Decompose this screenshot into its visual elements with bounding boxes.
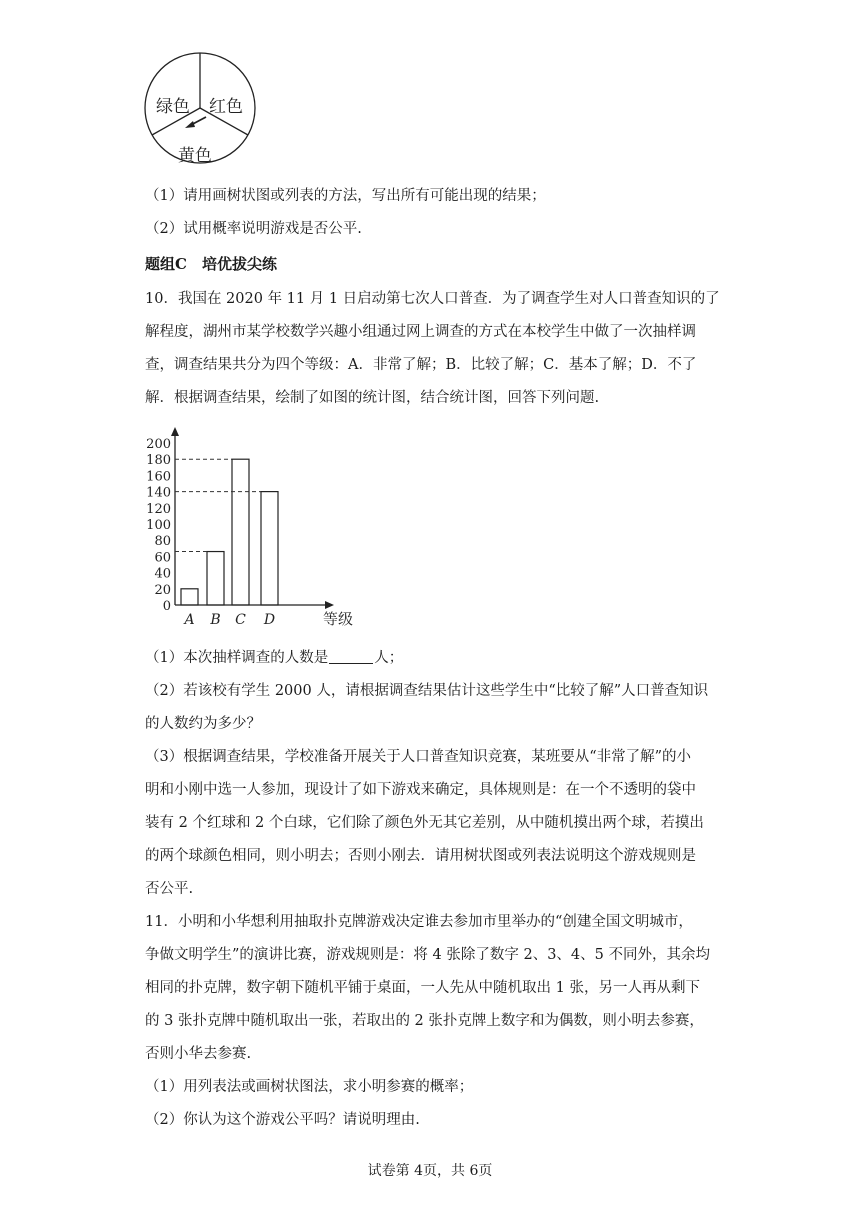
q10-part1 [145,648,403,668]
bar-C [232,459,249,605]
spinner-pointer-head [185,121,195,128]
q10-part2-line: （2）若该校有学生 2000 人，请根据调查结果估计这些学生中“比较了解”人口普查知识 [145,683,709,699]
y-tick-label: 180 [146,453,171,469]
x-axis-arrow [325,601,334,609]
q10-part1-text: （1）本次抽样调查的人数是 [145,650,329,666]
q9-part1: （1）请用画树状图或列表的方法，写出所有可能出现的结果； [145,188,546,204]
bar-chart [140,424,370,634]
section-heading: 题组C 培优拔尖练 [145,255,277,273]
y-tick-label: 160 [146,469,171,485]
q11-part1: （1）用列表法或画树状图法，求小明参赛的概率； [145,1079,474,1095]
q11-stem-line: 11．小明和小华想利用抽取扑克牌游戏决定谁去参加市里举办的“创建全国文明城市， [145,914,693,930]
y-tick-label: 60 [154,550,171,566]
y-tick-label: 120 [146,501,171,517]
spinner-label-green: 绿色 [156,97,190,117]
q11-stem-line: 否则小华去参赛. [145,1046,252,1062]
y-tick-label: 200 [146,437,171,452]
page-footer: 试卷第 4页，共 6页 [367,1163,493,1179]
bar-D [261,492,278,605]
x-tick-label: C [235,612,246,628]
q10-part3-line: 否公平. [145,881,194,897]
q10-part3-line: （3）根据调查结果，学校准备开展关于人口普查知识竞赛，某班要从“非常了解”的小 [145,749,692,765]
y-tick-label: 80 [154,534,171,550]
q10-stem-line: 查，调查结果共分为四个等级：A．非常了解；B．比较了解；C．基本了解；D．不了 [145,357,697,373]
y-tick-label: 20 [154,582,171,598]
x-tick-label: A [184,612,195,628]
y-tick-label: 0 [162,599,171,614]
q10-part3-line: 明和小刚中选一人参加，现设计了如下游戏来确定，具体规则是：在一个不透明的袋中 [145,782,696,798]
y-tick-label: 140 [146,485,171,501]
y-tick-label: 100 [146,518,171,533]
x-tick-label: B [210,612,221,628]
q11-part2: （2）你认为这个游戏公平吗？请说明理由. [145,1112,420,1128]
q11-stem-line: 争做文明学生”的演讲比赛，游戏规则是：将 4 张除了数字 2、3、4、5 不同外，其余均 [145,947,710,963]
q10-stem-line: 10．我国在 2020 年 11 月 1 日启动第七次人口普查．为了调查学生对人口普查知识的了 [145,291,720,307]
spinner-diagram [140,44,260,174]
y-tick-label: 40 [154,566,171,582]
bar-A [181,589,198,605]
q11-stem-line: 相同的扑克牌，数字朝下随机平铺于桌面，一人先从中随机取出 1 张，另一人再从剩下 [145,980,700,996]
bar-B [207,552,224,605]
q9-part2: （2）试用概率说明游戏是否公平. [145,221,362,237]
y-axis-arrow [171,427,179,436]
x-tick-label: D [263,612,276,628]
x-axis-label: 等级 [323,610,354,628]
q10-stem-line: 解程度，湖州市某学校数学兴趣小组通过网上调查的方式在本校学生中做了一次抽样调 [145,324,696,340]
q11-stem-line: 的 3 张扑克牌中随机取出一张，若取出的 2 张扑克牌上数字和为偶数，则小明去参赛， [145,1013,704,1029]
q10-part3-line: 装有 2 个红球和 2 个白球，它们除了颜色外无其它差别，从中随机摸出两个球，若摸出 [145,815,704,831]
q10-part1-unit: 人； [374,650,404,666]
q10-part3-line: 的两个球颜色相同，则小明去；否则小刚去．请用树状图或列表法说明这个游戏规则是 [145,848,696,864]
answer-blank[interactable] [329,649,373,664]
spinner-label-yellow: 黄色 [178,146,212,166]
q10-stem-line: 解．根据调查结果，绘制了如图的统计图，结合统计图，回答下列问题. [145,390,600,406]
q10-part2-line: 的人数约为多少？ [145,716,261,732]
spinner-label-red: 红色 [209,97,243,117]
